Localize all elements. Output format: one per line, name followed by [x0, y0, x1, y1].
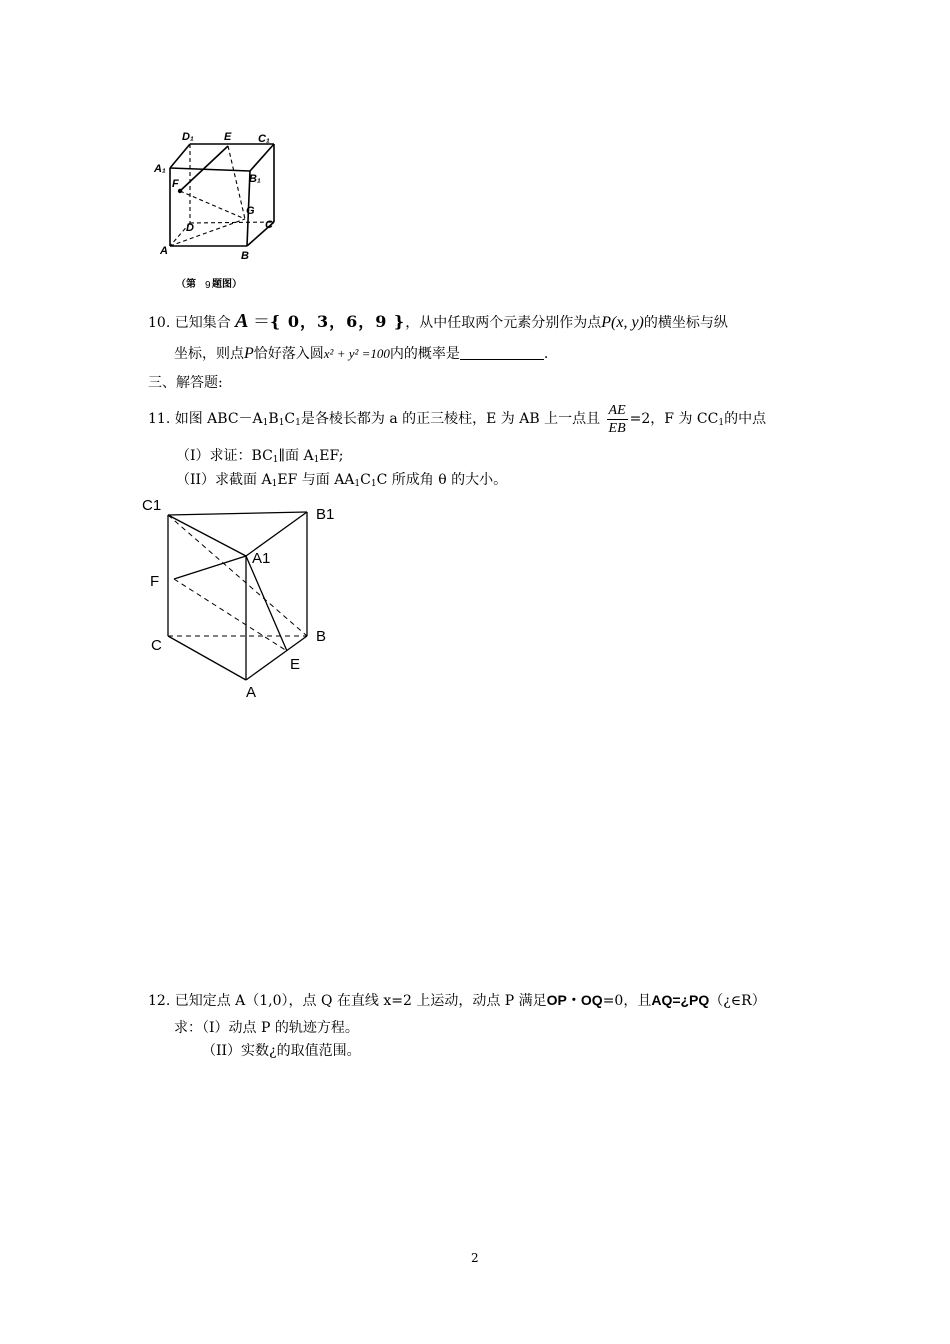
figure-caption-c: 题图）: [212, 279, 242, 290]
question-10-line-2: 坐标，则点P恰好落入圆x² + y² =100内的概率是 .: [174, 345, 549, 362]
label-b1: B₁: [249, 173, 261, 185]
page-number: 2: [471, 1251, 479, 1265]
label-d: D: [186, 222, 194, 234]
question-12-line-1: 12. 已知定点 A（1,0），点 Q 在直线 x=2 上运动，动点 P 满足OP・OQ=0，且AQ=¿PQ（¿∈R）: [148, 992, 766, 1009]
circle-equation: x² + y² =100: [323, 346, 390, 361]
label-d1: D₁: [182, 131, 194, 143]
label-a: A: [160, 245, 168, 257]
label-c1: C₁: [258, 133, 270, 145]
figure-caption-a: （第: [176, 279, 196, 290]
label-a1: A1: [252, 550, 271, 567]
section-heading: 三、解答题:: [148, 375, 223, 391]
label-f: F: [150, 573, 160, 590]
label-b1: B1: [316, 506, 335, 523]
vector-op-oq: OP・OQ: [546, 992, 603, 1008]
answer-blank: [460, 345, 544, 360]
label-g: G: [246, 205, 255, 217]
label-e: E: [290, 656, 301, 673]
ratio-fraction: $\frac{AE}{EB}$: [608, 402, 626, 436]
question-12-line-2: 求：（I）动点 P 的轨迹方程。: [174, 1020, 359, 1036]
question-11-part-1: （I）求证：$BC_1\parallel$面 $A_1EF$;: [176, 448, 344, 465]
label-e: E: [224, 131, 232, 143]
label-a1: A₁: [154, 163, 166, 175]
vector-pq: =¿PQ: [672, 992, 710, 1008]
prism-figure: [130, 490, 350, 705]
set-body: { 0，3，6，9 }: [269, 312, 406, 331]
question-11-stem: 11. 如图 $ABC-A_1B_1C_1$是各棱长都为 a 的正三棱柱，E 为 AB 上一点且 $\frac{AE}{EB}$ =2，F 为 $CC_1$的中点: [148, 402, 767, 436]
label-f: F: [172, 178, 179, 190]
label-c: C: [265, 219, 273, 231]
point-p: P(x, y): [601, 314, 644, 331]
question-11-part-2: （II）求截面 $A_1EF$ 与面 $AA_1C_1C$ 所成角 θ 的大小。: [176, 472, 508, 489]
vector-aq: AQ: [651, 992, 673, 1008]
figure-caption-b: 9: [205, 280, 211, 291]
question-12-line-3: （II）实数¿的取值范围。: [202, 1043, 361, 1059]
label-b: B: [241, 250, 249, 262]
label-c: C: [151, 637, 162, 654]
set-name: A: [235, 310, 249, 332]
label-b: B: [316, 628, 327, 645]
label-c1: C1: [142, 497, 162, 514]
label-a: A: [246, 684, 257, 701]
question-10-line-1: 10. 已知集合 A ＝{ 0，3，6，9 }，从中任取两个元素分别作为点P(x, y)的横坐标与纵: [148, 310, 728, 332]
cube-figure: [150, 126, 290, 296]
